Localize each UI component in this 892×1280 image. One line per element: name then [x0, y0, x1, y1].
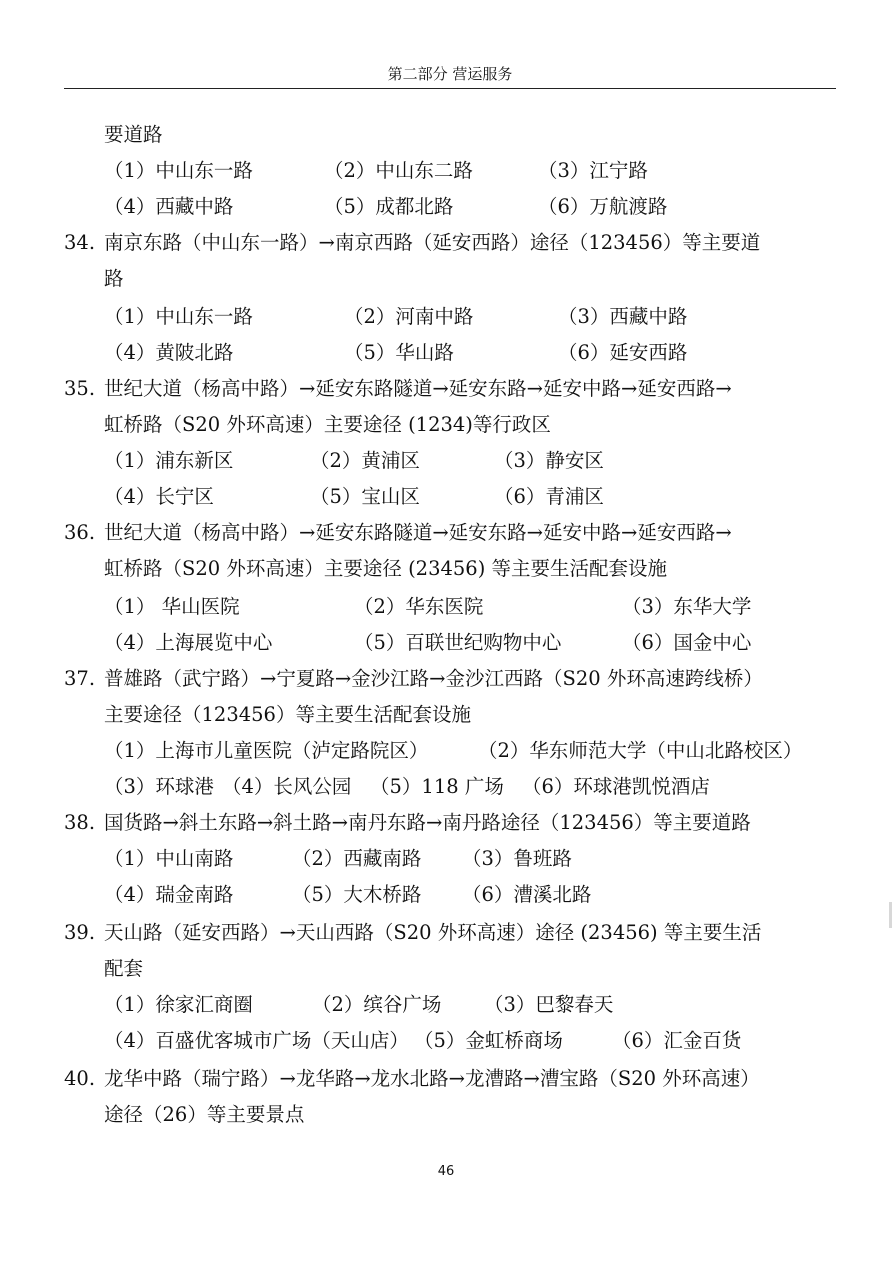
option: （3）巴黎春天 [484, 993, 614, 1016]
option: （5）百联世纪购物中心 [354, 631, 562, 654]
option: （5）成都北路 [324, 195, 454, 218]
question-number: 40. [64, 1067, 96, 1090]
option: （2）西藏南路 [292, 847, 422, 870]
question-number: 36. [64, 521, 96, 544]
option: （6）青浦区 [494, 485, 604, 508]
running-header: 第二部分 营运服务 [387, 65, 513, 83]
option: （3）东华大学 [622, 595, 752, 618]
option: （2）河南中路 [344, 305, 474, 328]
question-number: 39. [64, 921, 96, 944]
question-text: 世纪大道（杨高中路）→延安东路隧道→延安东路→延安中路→延安西路→ [104, 377, 732, 400]
question-text: 途径（26）等主要景点 [104, 1103, 305, 1126]
option: （3）西藏中路 [558, 305, 688, 328]
question-text: 路 [104, 267, 124, 290]
option: （6）延安西路 [558, 341, 688, 364]
question-text: 主要途径（123456）等主要生活配套设施 [104, 703, 471, 726]
question-text: 配套 [104, 957, 144, 980]
option: （6）汇金百货 [612, 1029, 742, 1052]
option: （5）华山路 [344, 341, 454, 364]
option: （1）浦东新区 [104, 449, 234, 472]
question-number: 37. [64, 667, 96, 690]
option: （3）江宁路 [538, 159, 648, 182]
option: （2）华东师范大学（中山北路校区） [478, 739, 803, 762]
option: （6）万航渡路 [538, 195, 668, 218]
question-text: 南京东路（中山东一路）→南京西路（延安西路）途径（123456）等主要道 [104, 231, 761, 254]
option: （4）长宁区 [104, 485, 214, 508]
option: （1）上海市儿童医院（泸定路院区） [104, 739, 429, 762]
option: （2）华东医院 [354, 595, 484, 618]
option: （4）西藏中路 [104, 195, 234, 218]
option: （1）徐家汇商圈 [104, 993, 253, 1016]
option: （6）环球港凯悦酒店 [522, 775, 710, 798]
question-number: 34. [64, 231, 96, 254]
question-text: 国货路→斜土东路→斜土路→南丹东路→南丹路途径（123456）等主要道路 [104, 811, 751, 834]
page-number: 46 [437, 1164, 455, 1179]
option: （2）缤谷广场 [312, 993, 442, 1016]
question-number: 35. [64, 377, 96, 400]
option: （1） 华山医院 [104, 595, 240, 618]
option: （5）宝山区 [310, 485, 420, 508]
header-rule [64, 88, 836, 89]
option: （5）金虹桥商场 [414, 1029, 563, 1052]
continuation-tail: 要道路 [104, 123, 163, 146]
question-text: 龙华中路（瑞宁路）→龙华路→龙水北路→龙漕路→漕宝路（S20 外环高速） [104, 1067, 760, 1090]
option: （2）中山东二路 [324, 159, 473, 182]
option: （3）鲁班路 [462, 847, 572, 870]
option: （1）中山南路 [104, 847, 234, 870]
option: （3）静安区 [494, 449, 604, 472]
question-text: 虹桥路（S20 外环高速）主要途径 (1234)等行政区 [104, 413, 551, 436]
option: （6）国金中心 [622, 631, 752, 654]
option: （2）黄浦区 [310, 449, 420, 472]
option: （1）中山东一路 [104, 159, 253, 182]
question-text: 普雄路（武宁路）→宁夏路→金沙江路→金沙江西路（S20 外环高速跨线桥） [104, 667, 763, 690]
option: （5）大木桥路 [292, 883, 422, 906]
question-text: 虹桥路（S20 外环高速）主要途径 (23456) 等主要生活配套设施 [104, 557, 668, 580]
option: （4）上海展览中心 [104, 631, 273, 654]
option: （4）黄陂北路 [104, 341, 234, 364]
option: （3）环球港 [104, 775, 214, 798]
option: （4）百盛优客城市广场（天山店） [104, 1029, 409, 1052]
option: （4）瑞金南路 [104, 883, 234, 906]
option: （4）长风公园 [222, 775, 352, 798]
option: （6）漕溪北路 [462, 883, 592, 906]
option: （5）118 广场 [370, 775, 504, 798]
question-text: 天山路（延安西路）→天山西路（S20 外环高速）途径 (23456) 等主要生活 [104, 921, 762, 944]
question-text: 世纪大道（杨高中路）→延安东路隧道→延安东路→延安中路→延安西路→ [104, 521, 732, 544]
question-number: 38. [64, 811, 96, 834]
option: （1）中山东一路 [104, 305, 253, 328]
